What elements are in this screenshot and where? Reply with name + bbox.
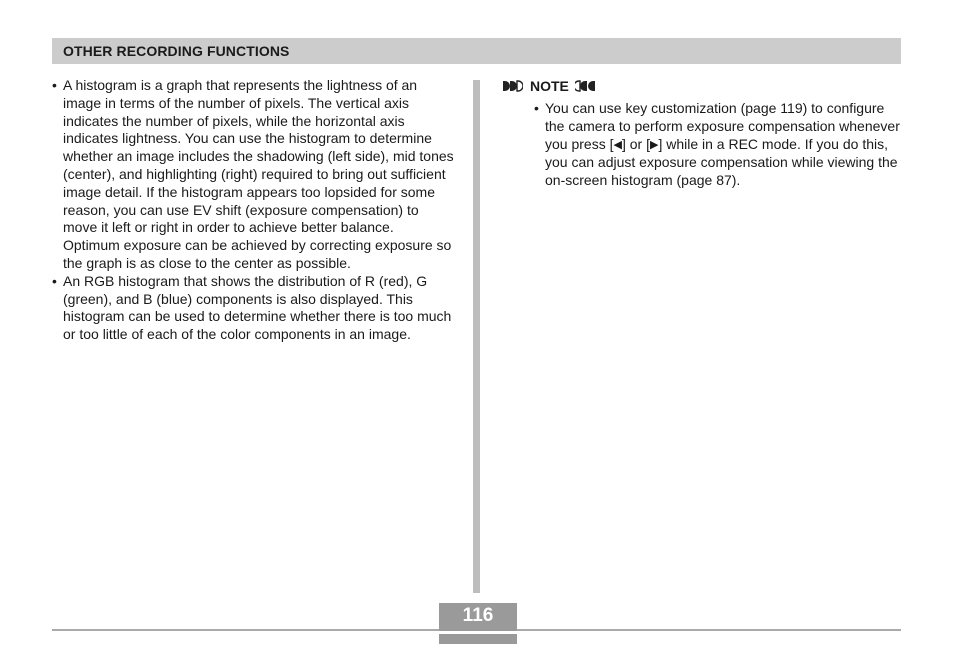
left-column	[52, 77, 454, 344]
left-arrow-key-icon: ◀	[613, 138, 622, 151]
note-bullet-item	[534, 100, 902, 190]
note-text-part: ] while in a REC mode. If you do this, you can adjust exposure compensation while viewing the on-screen histogram (page 87).	[545, 135, 898, 189]
section-title: OTHER RECORDING FUNCTIONS	[63, 43, 290, 59]
bullet-dot: •	[52, 77, 57, 93]
bullet-item	[52, 77, 454, 273]
bullet-text: A histogram is a graph that represents the lightness of an image in terms of the number of pixels. The vertical axis indicates the number of pixels, while the horizontal axis indicates lightness. You can use the histogram to determine whether an image includes the shadowing (left side), mid tones (center), and highlighting (right) required to bring out sufficient image detail. If the histogram appears too lopsided for some reason, you can use EV shift (exposure compensation) to move it left or right in order to achieve better balance. Optimum exposure can be achieved by correcting exposure so the graph is as close to the center as possible.	[63, 77, 454, 271]
note-section	[502, 77, 902, 190]
note-text-part: You can use key customization (page 119) to configure the camera to perform exposure compensation whenever you press [	[545, 100, 900, 152]
note-marker-left-icon	[502, 80, 523, 92]
note-marker-right-icon	[575, 80, 596, 92]
note-title: NOTE	[530, 78, 569, 94]
page-number: 116	[462, 605, 494, 626]
note-heading	[502, 77, 902, 95]
bullet-item	[52, 273, 454, 344]
bullet-dot: •	[52, 272, 57, 289]
column-divider	[473, 80, 480, 593]
page-badge-bottom	[439, 634, 517, 644]
bullet-dot: •	[534, 100, 539, 116]
section-header-bar	[52, 38, 901, 64]
note-text-part: ] or [	[621, 135, 650, 152]
right-arrow-key-icon: ▶	[649, 138, 659, 151]
bullet-text: An RGB histogram that shows the distribution of R (red), G (green), and B (blue) components is also displayed. This histogram can be used to determine whether there is too much or too little of each of the color components in an image.	[63, 272, 452, 343]
page-number-badge	[439, 603, 517, 644]
